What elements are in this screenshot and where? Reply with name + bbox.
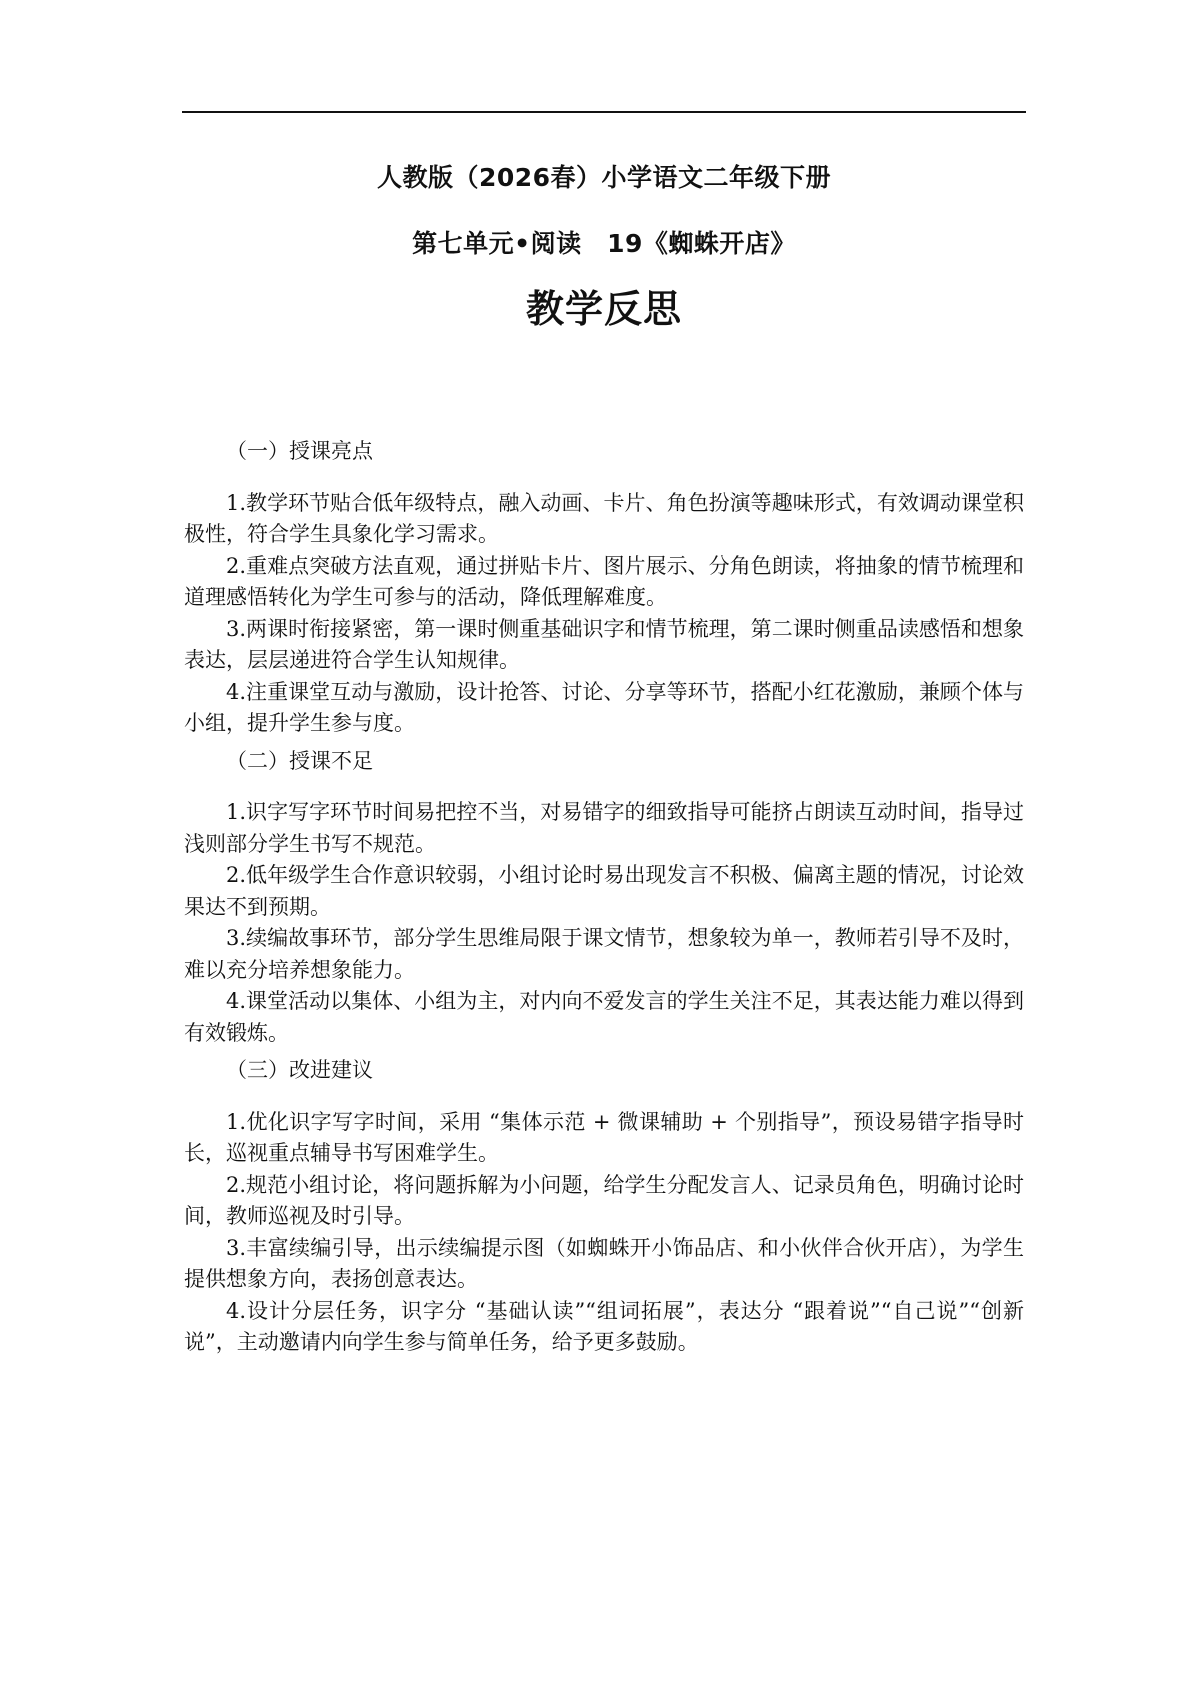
section-heading-shortcomings: （二）授课不足	[226, 748, 373, 773]
list-item: 1.优化识字写字时间，采用 “集体示范 + 微课辅助 + 个别指导”，预设易错字指导时长，巡视重点辅导书写困难学生。	[184, 1109, 1024, 1165]
list-item: 4.注重课堂互动与激励，设计抢答、讨论、分享等环节，搭配小红花激励，兼顾个体与小组，提升学生参与度。	[184, 679, 1024, 735]
document-title: 教学反思	[525, 287, 682, 331]
section-heading-improvements: （三）改进建议	[226, 1058, 373, 1082]
header-rule	[182, 111, 1026, 113]
section-heading-highlights: （一）授课亮点	[226, 439, 373, 463]
list-item: 3.续编故事环节，部分学生思维局限于课文情节，想象较为单一，教师若引导不及时，难以充分培养想象能力。	[184, 926, 1024, 982]
textbook-title: 人教版（2026春）小学语文二年级下册	[376, 163, 832, 192]
list-item: 1.教学环节贴合低年级特点，融入动画、卡片、角色扮演等趣味形式，有效调动课堂积极性，符合学生具象化学习需求。	[184, 490, 1024, 546]
list-item: 2.规范小组讨论，将问题拆解为小问题，给学生分配发言人、记录员角色，明确讨论时间，教师巡视及时引导。	[184, 1172, 1024, 1228]
list-item: 4.设计分层任务，识字分 “基础认读”“组词拓展”，表达分 “跟着说”“自己说”“创新说”，主动邀请内向学生参与简单任务，给予更多鼓励。	[184, 1298, 1024, 1354]
list-item: 4.课堂活动以集体、小组为主，对内向不爱发言的学生关注不足，其表达能力难以得到有效锻炼。	[184, 989, 1024, 1045]
lesson-title: 第七单元•阅读 19《蜘蛛开店》	[412, 229, 796, 258]
list-item: 2.低年级学生合作意识较弱，小组讨论时易出现发言不积极、偏离主题的情况，讨论效果达不到预期。	[184, 863, 1024, 919]
list-item: 3.丰富续编引导，出示续编提示图（如蜘蛛开小饰品店、和小伙伴合伙开店），为学生提供想象方向，表扬创意表达。	[184, 1235, 1024, 1291]
document-body	[184, 436, 1024, 1359]
list-item: 1.识字写字环节时间易把控不当，对易错字的细致指导可能挤占朗读互动时间，指导过浅则部分学生书写不规范。	[184, 800, 1024, 856]
list-item: 2.重难点突破方法直观，通过拼贴卡片、图片展示、分角色朗读，将抽象的情节梳理和道理感悟转化为学生可参与的活动，降低理解难度。	[184, 553, 1024, 609]
list-item: 3.两课时衔接紧密，第一课时侧重基础识字和情节梳理，第二课时侧重品读感悟和想象表达，层层递进符合学生认知规律。	[184, 616, 1024, 672]
